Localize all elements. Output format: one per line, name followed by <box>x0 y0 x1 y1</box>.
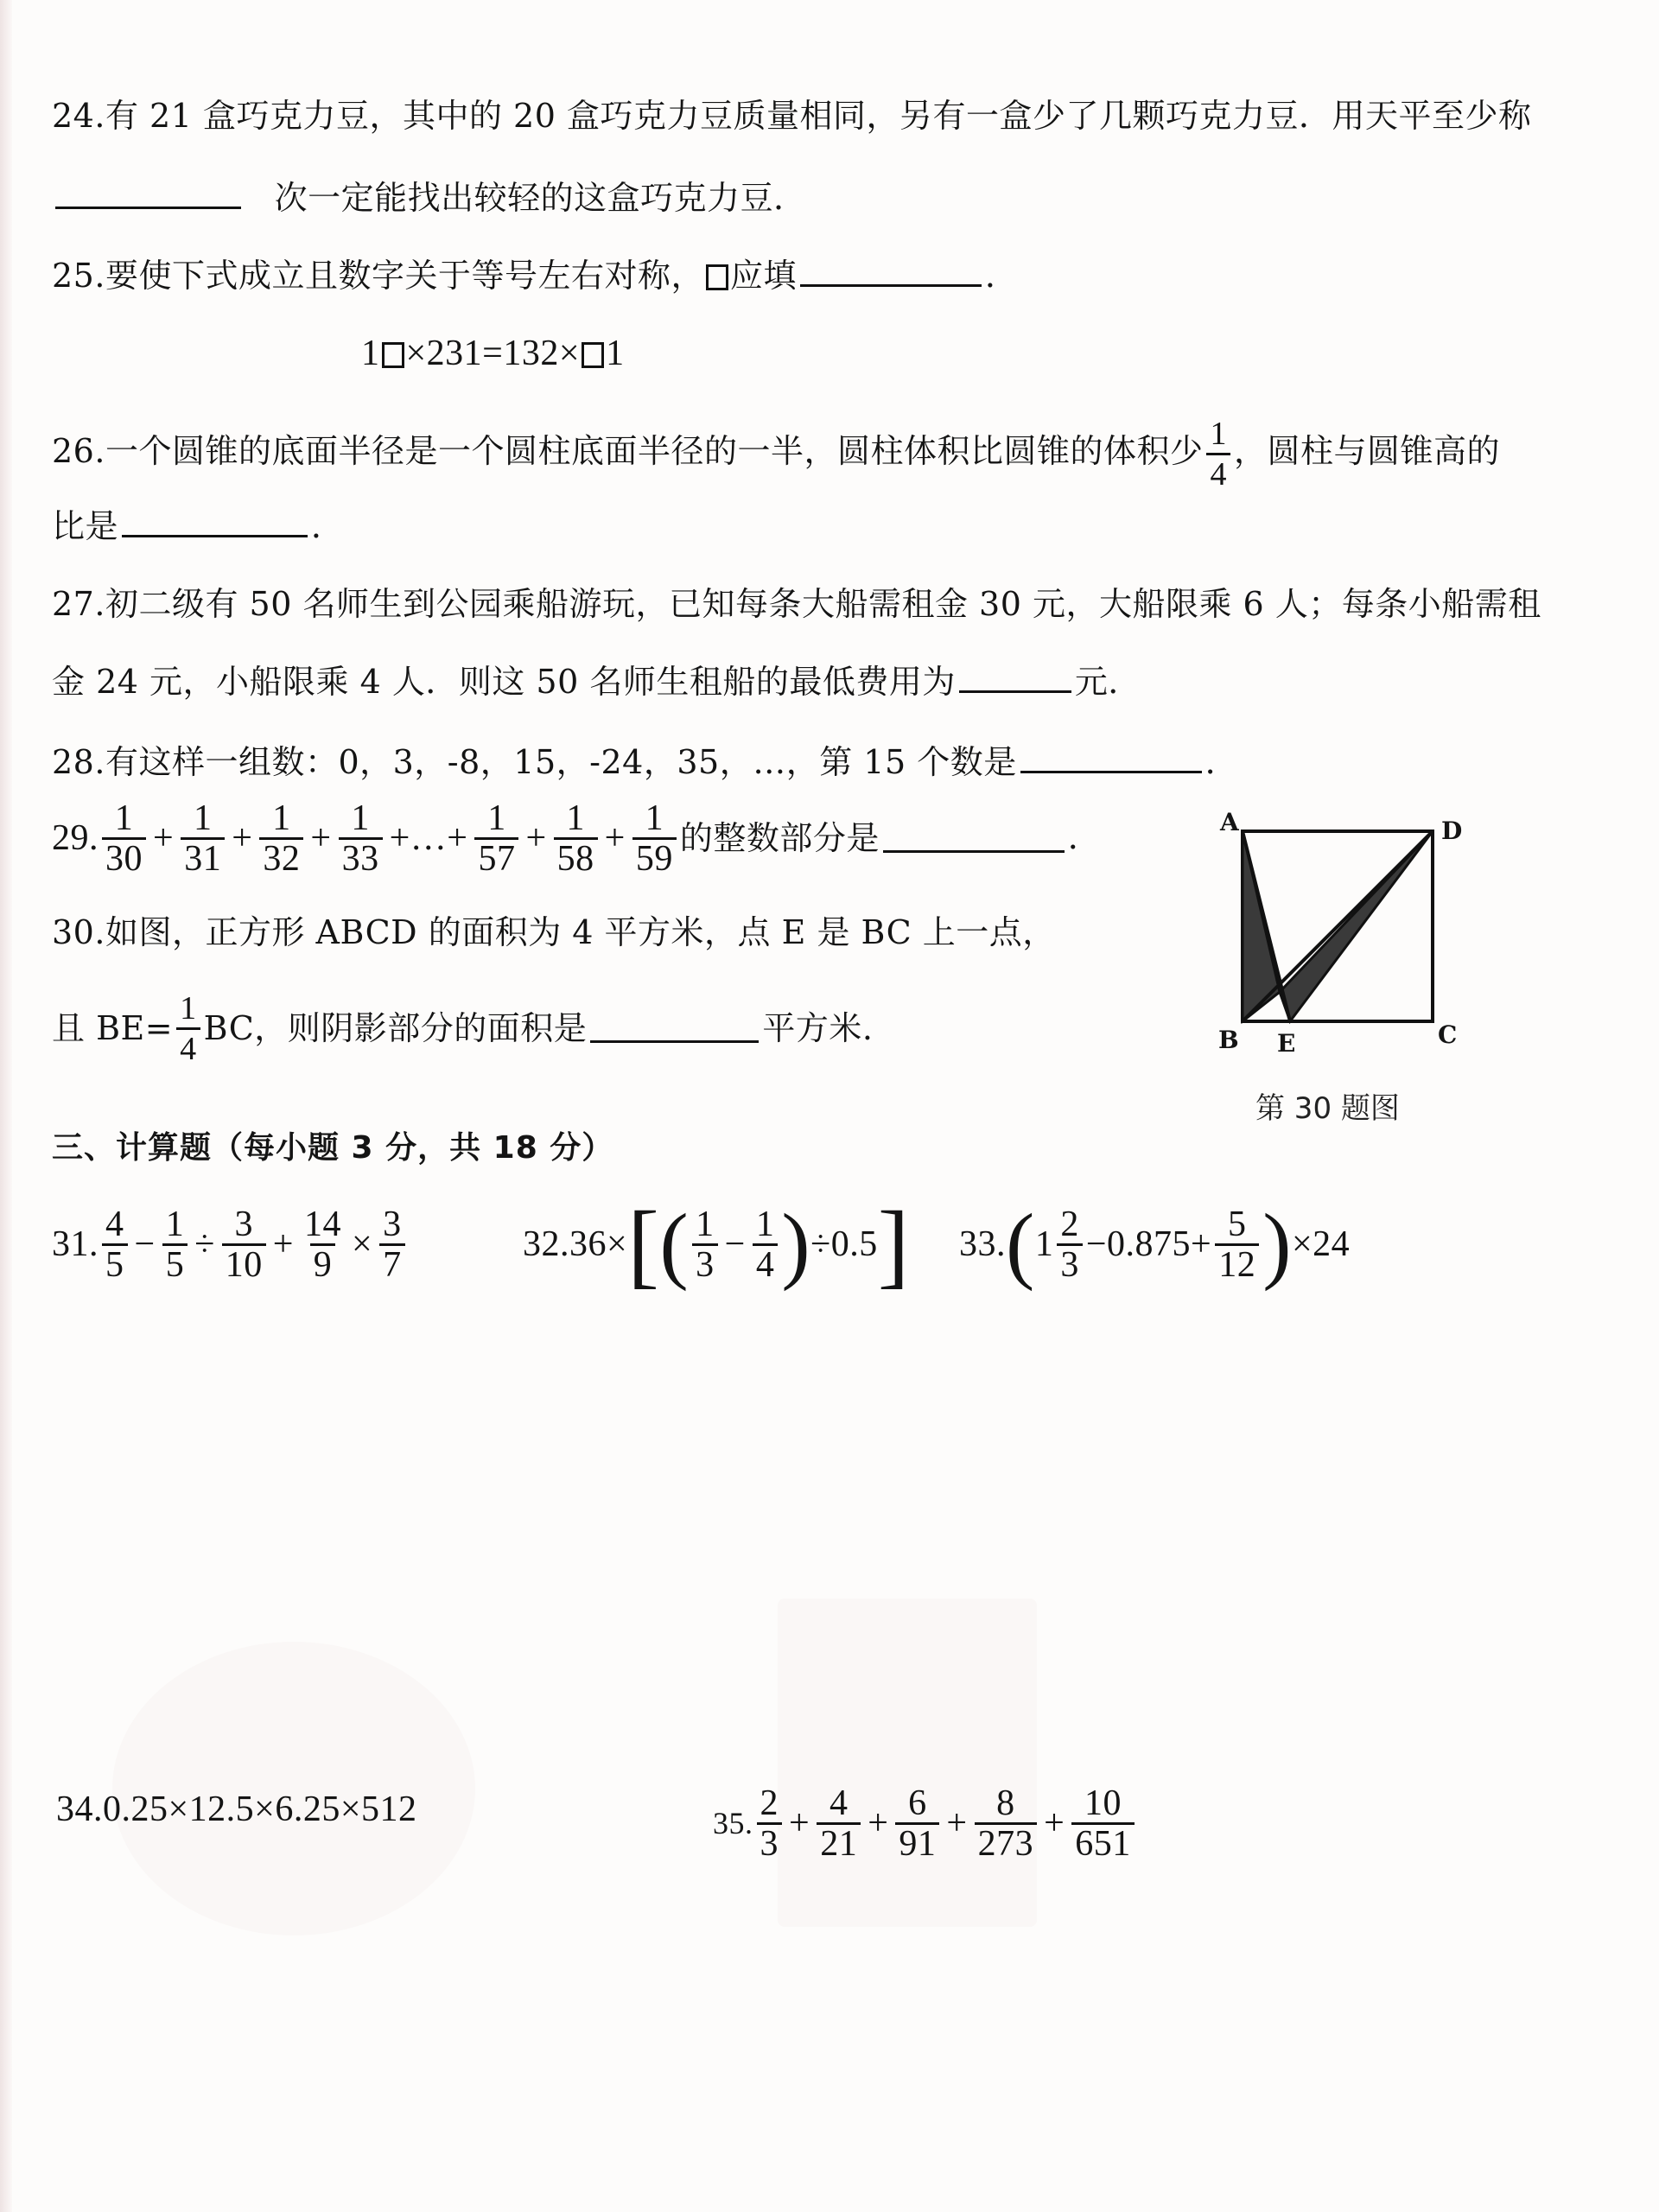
ellipsis: +…+ <box>389 818 468 858</box>
left-paren: ( <box>659 1196 690 1292</box>
period: ． <box>984 257 1019 295</box>
period: ． <box>1205 743 1239 781</box>
bleed-through-mark <box>778 1599 1037 1927</box>
fraction: $\frac{1}{4}$ <box>753 1205 779 1284</box>
question-27-line-2 <box>52 661 1141 702</box>
fraction: $\frac{1}{57}$ <box>474 799 518 878</box>
answer-blank[interactable] <box>122 509 308 537</box>
answer-blank[interactable] <box>590 1014 759 1043</box>
question-text: 金 24 元，小船限乘 4 人．则这 50 名师生租船的最低费用为 <box>52 663 956 701</box>
vertex-label-d: D <box>1441 817 1463 845</box>
fraction: $\frac{3}{7}$ <box>379 1205 405 1284</box>
question-25-equation <box>361 333 625 374</box>
unit-text: 元． <box>1074 663 1141 701</box>
denominator: 4 <box>1206 453 1230 493</box>
question-text: 一个圆锥的底面半径是一个圆柱底面半径的一半，圆柱体积比圆锥的体积少 <box>105 432 1204 470</box>
numerator: 1 <box>1210 416 1227 452</box>
question-31: 31. $\frac{4}{5}$ − $\frac{1}{5}$ ÷ $\frac{3}{10}$ + $\frac{14}{9}$ × $\frac{3}{7}$ <box>52 1197 409 1292</box>
right-paren: ) <box>1262 1196 1292 1292</box>
question-number: 35. <box>713 1806 753 1840</box>
question-number: 28. <box>52 743 105 781</box>
answer-blank[interactable] <box>1020 745 1202 773</box>
equation-digit: 1 <box>606 334 625 373</box>
equation-digit: 1 <box>361 334 380 373</box>
fraction: $\frac{1}{31}$ <box>181 799 225 878</box>
answer-blank[interactable] <box>883 824 1065 853</box>
question-26-line-1 <box>52 415 1500 493</box>
fraction: $\frac{1}{32}$ <box>259 799 303 878</box>
answer-blank[interactable] <box>55 181 241 209</box>
question-text: 初二级有 50 名师生到公园乘船游玩，已知每条大船需租金 30 元，大船限乘 6 人；每条小船需租 <box>105 585 1541 623</box>
question-number: 32. <box>523 1224 569 1264</box>
question-30-line-1 <box>52 912 1056 953</box>
placeholder-box-icon <box>582 342 604 368</box>
fraction: $\frac{1}{3}$ <box>692 1205 718 1284</box>
question-text: 有 21 盒巧克力豆，其中的 20 盒巧克力豆质量相同，另有一盒少了几颗巧克力豆．用天平至少称 <box>105 97 1532 135</box>
question-25 <box>52 255 1018 296</box>
question-24-line-2 <box>52 177 807 219</box>
placeholder-box-icon <box>706 264 728 290</box>
question-text: 且 BE= <box>52 1009 174 1047</box>
question-35: 35. $\frac{2}{3}$ + $\frac{4}{21}$ + $\frac{6}{91}$ + $\frac{8}{273}$ + $\frac{10}{651}$ <box>713 1776 1138 1871</box>
fraction: $\frac{1}{4}$ <box>176 989 200 1068</box>
fraction: $\frac{14}{9}$ <box>303 1204 341 1285</box>
fraction: $\frac{1}{33}$ <box>339 799 383 878</box>
question-28 <box>52 741 1238 783</box>
equation-text: ×231=132× <box>405 334 581 373</box>
question-number: 30. <box>52 913 105 951</box>
question-number: 34. <box>56 1789 103 1829</box>
right-square-bracket: ] <box>877 1192 910 1297</box>
question-27-line-1 <box>52 583 1541 625</box>
question-number: 24. <box>52 97 105 135</box>
left-paren: ( <box>1006 1196 1035 1292</box>
answer-blank[interactable] <box>959 664 1071 693</box>
question-text: 次一定能找出较轻的这盒巧克力豆． <box>274 179 807 217</box>
question-32: 32. 36× [ ( $\frac{1}{3}$ − $\frac{1}{4}$ ) ÷0.5 ] <box>523 1192 910 1297</box>
vertex-label-b: B <box>1218 1026 1239 1054</box>
question-30-figure <box>1210 808 1469 1067</box>
vertex-label-a: A <box>1220 808 1239 836</box>
placeholder-box-icon <box>382 342 404 368</box>
fraction: $\frac{1}{5}$ <box>162 1205 188 1284</box>
fraction: $\frac{4}{5}$ <box>102 1205 128 1284</box>
fraction: $\frac{1}{58}$ <box>554 799 598 878</box>
figure-caption: 第 30 题图 <box>1255 1091 1400 1126</box>
question-text: 应填 <box>729 257 797 295</box>
question-text: ，圆柱与圆锥高的 <box>1233 432 1500 470</box>
expression-text: 0.25×12.5×6.25×512 <box>103 1789 417 1829</box>
question-text: 的整数部分是 <box>679 819 880 857</box>
expression-text: −0.875+ <box>1085 1224 1212 1264</box>
question-24-line-1 <box>52 95 1531 137</box>
fraction: $\frac{1}{59}$ <box>632 799 677 878</box>
question-text: BC，则阴影部分的面积是 <box>203 1009 588 1047</box>
fraction: $\frac{4}{21}$ <box>817 1784 861 1863</box>
vertex-label-c: C <box>1438 1020 1458 1049</box>
question-number: 33. <box>959 1224 1006 1264</box>
question-26-line-2 <box>52 505 345 547</box>
question-text: 如图，正方形 ABCD 的面积为 4 平方米，点 E 是 BC 上一点， <box>105 913 1056 951</box>
fraction: $\frac{2}{3}$ <box>1057 1205 1083 1284</box>
fraction: $\frac{3}{10}$ <box>222 1205 266 1284</box>
question-number: 31. <box>52 1224 99 1264</box>
fraction: $\frac{2}{3}$ <box>757 1784 783 1863</box>
fraction <box>1206 415 1230 493</box>
question-33 <box>959 1197 1350 1292</box>
vertex-label-e: E <box>1277 1029 1296 1058</box>
fraction: $\frac{10}{651}$ <box>1071 1784 1135 1863</box>
question-number: 25. <box>52 257 105 295</box>
expression-text: ×24 <box>1292 1224 1351 1264</box>
period: ． <box>311 507 345 545</box>
question-30-line-2 <box>52 981 873 1076</box>
question-number: 26. <box>52 432 105 470</box>
question-text: 有这样一组数：0，3，-8，15，-24，35，…，第 15 个数是 <box>105 743 1017 781</box>
scan-page-edge <box>0 0 12 2212</box>
fraction: $\frac{8}{273}$ <box>975 1784 1038 1863</box>
unit-text: 平方米. <box>762 1009 874 1047</box>
question-34 <box>56 1789 417 1830</box>
question-text: 比是 <box>52 507 119 545</box>
answer-blank[interactable] <box>800 258 982 287</box>
left-square-bracket: [ <box>627 1192 660 1297</box>
square-abcd-diagram <box>1210 808 1469 1067</box>
mixed-number-whole: 1 <box>1034 1224 1054 1264</box>
right-paren: ) <box>781 1196 811 1292</box>
question-number: 27. <box>52 585 105 623</box>
expression-text: 36× <box>569 1224 628 1264</box>
question-text: 要使下式成立且数字关于等号左右对称， <box>105 257 704 295</box>
period: ． <box>1067 820 1102 856</box>
fraction: $\frac{5}{12}$ <box>1215 1205 1259 1284</box>
fraction: $\frac{1}{30}$ <box>102 799 146 878</box>
question-29: 29. $\frac{1}{30}$ + $\frac{1}{31}$ + $\frac{1}{32}$ + $\frac{1}{33}$ +…+ $\frac{1}{57}$ + $\frac{1}{58}$ + $\frac{1}{59}$ 的整数部分是 ． <box>52 798 1102 879</box>
question-number: 29. <box>52 818 99 858</box>
fraction: $\frac{6}{91}$ <box>895 1784 939 1863</box>
section-title: 三、计算题（每小题 3 分，共 18 分） <box>52 1130 614 1166</box>
expression-text: ÷0.5 <box>810 1224 878 1264</box>
